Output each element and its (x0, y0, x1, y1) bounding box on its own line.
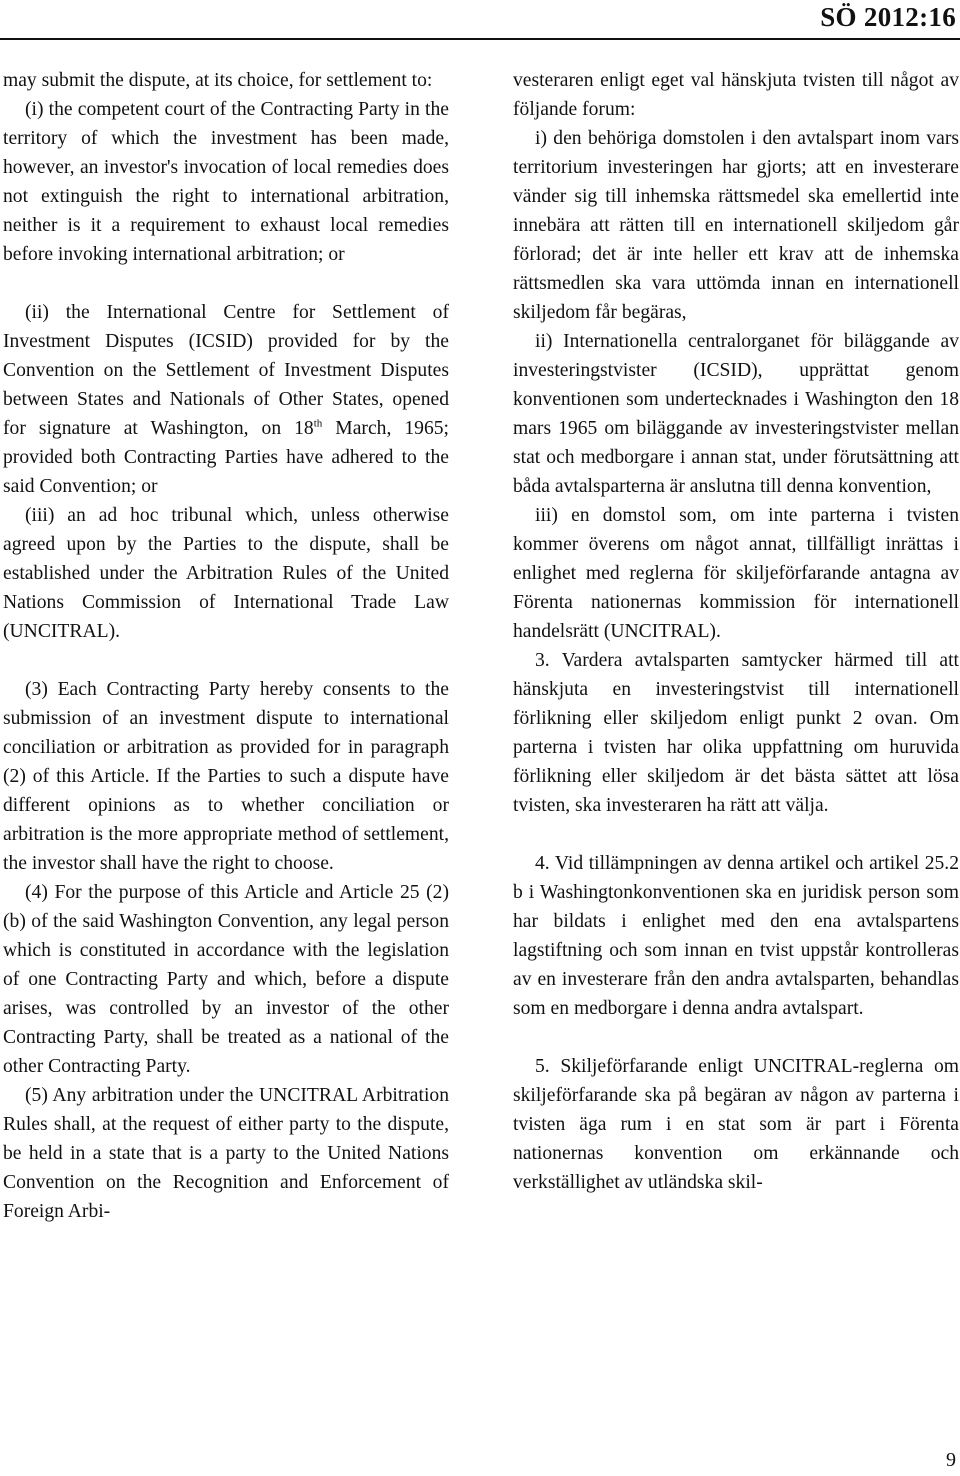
sv-intro: vesteraren enligt eget val hänskjuta tvisten till något av följande forum: (513, 70, 959, 120)
en-option-ii-text-b: March, 1965; provided both Contracting Parties have adhered to the said Convention; or (3, 418, 449, 497)
en-intro: may submit the dispute, at its choice, for settlement to: (3, 70, 433, 91)
en-option-ii-text-a: (ii) the International Centre for Settlement of Investment Disputes (ICSID) provided for by the Convention on the Settlement of Investment Disputes between States and Nationals of Other States, opened for signature at Washington, on 18 (3, 302, 449, 439)
en-option-iii: (iii) an ad hoc tribunal which, unless otherwise agreed upon by the Parties to the dispute, shall be established under the Arbitration Rules of the United Nations Commission of International Trade Law (UNCITRAL). (3, 505, 449, 642)
swedish-column (513, 66, 959, 1197)
en-paragraph-4: (4) For the purpose of this Article and Article 25 (2) (b) of the said Washington Convention, any legal person which is constituted in accordance with the legislation of one Contracting Party and which, before a dispute arises, was controlled by an investor of the other Contracting Party, shall be treated as a national of the other Contracting Party. (3, 882, 449, 1077)
header-rule (0, 38, 960, 40)
en-option-ii-superscript: th (313, 417, 323, 430)
document-reference: SÖ 2012:16 (820, 2, 956, 32)
sv-paragraph-3: 3. Vardera avtalsparten samtycker härmed till att hänskjuta en investeringstvist till internationell förlikning eller skiljedom enligt punkt 2 ovan. Om parterna i tvisten har olika uppfattning om huruvida förlikning eller skiljedom är det bästa sättet att lösa tvisten, ska investeraren ha rätt att välja. (513, 650, 959, 816)
sv-option-iii: iii) en domstol som, om inte parterna i tvisten kommer överens om något annat, tillfälligt inrättas i enlighet med reglerna för skiljeförfarande antagna av Förenta nationernas kommission för internationell handelsrätt (UNCITRAL). (513, 505, 959, 642)
english-column (3, 66, 449, 1226)
sv-option-i: i) den behöriga domstolen i den avtalspart inom vars territorium investeringen har gjorts; att en investerare vänder sig till inhemska rättsmedel ska emellertid inte innebära att rätten till en internationell skiljedom går förlorad; det är inte heller ett krav att de inhemska rättsmedlen ska vara uttömda innan en internationell skiljedom får begäras, (513, 128, 959, 323)
en-option-ii (3, 298, 449, 501)
sv-paragraph-5: 5. Skiljeförfarande enligt UNCITRAL-reglerna om skiljeförfarande ska på begäran av någon av parterna i tvisten äga rum i en stat som är part i Förenta nationernas konvention om erkännande och verkställighet av utländska skil- (513, 1056, 959, 1193)
en-paragraph-3: (3) Each Contracting Party hereby consents to the submission of an investment dispute to international conciliation or arbitration as provided for in paragraph (2) of this Article. If the Parties to such a dispute have different opinions as to whether conciliation or arbitration is the more appropriate method of settlement, the investor shall have the right to choose. (3, 679, 449, 874)
sv-paragraph-4: 4. Vid tillämpningen av denna artikel och artikel 25.2 b i Washingtonkonventionen ska en juridisk person som har bildats i enlighet med den ena avtalspartens lagstiftning och som innan en tvist uppstår kontrolleras av en investerare från den andra avtalsparten, behandlas som en medborgare i denna andra avtalspart. (513, 853, 959, 1019)
en-paragraph-5: (5) Any arbitration under the UNCITRAL Arbitration Rules shall, at the request of either party to the dispute, be held in a state that is a party to the United Nations Convention on the Recognition and Enforcement of Foreign Arbi- (3, 1085, 449, 1222)
sv-option-ii: ii) Internationella centralorganet för biläggande av investeringstvister (ICSID), upprättat genom konventionen som undertecknades i Washington den 18 mars 1965 om biläggande av investeringstvister mellan stat och medborgare i annan stat, under förutsättning att båda avtalsparterna är anslutna till denna konvention, (513, 331, 959, 497)
en-option-i: (i) the competent court of the Contracting Party in the territory of which the investment has been made, however, an investor's invocation of local remedies does not extinguish the right to international arbitration, neither is it a requirement to exhaust local remedies before invoking international arbitration; or (3, 99, 449, 265)
page-number: 9 (946, 1449, 956, 1471)
